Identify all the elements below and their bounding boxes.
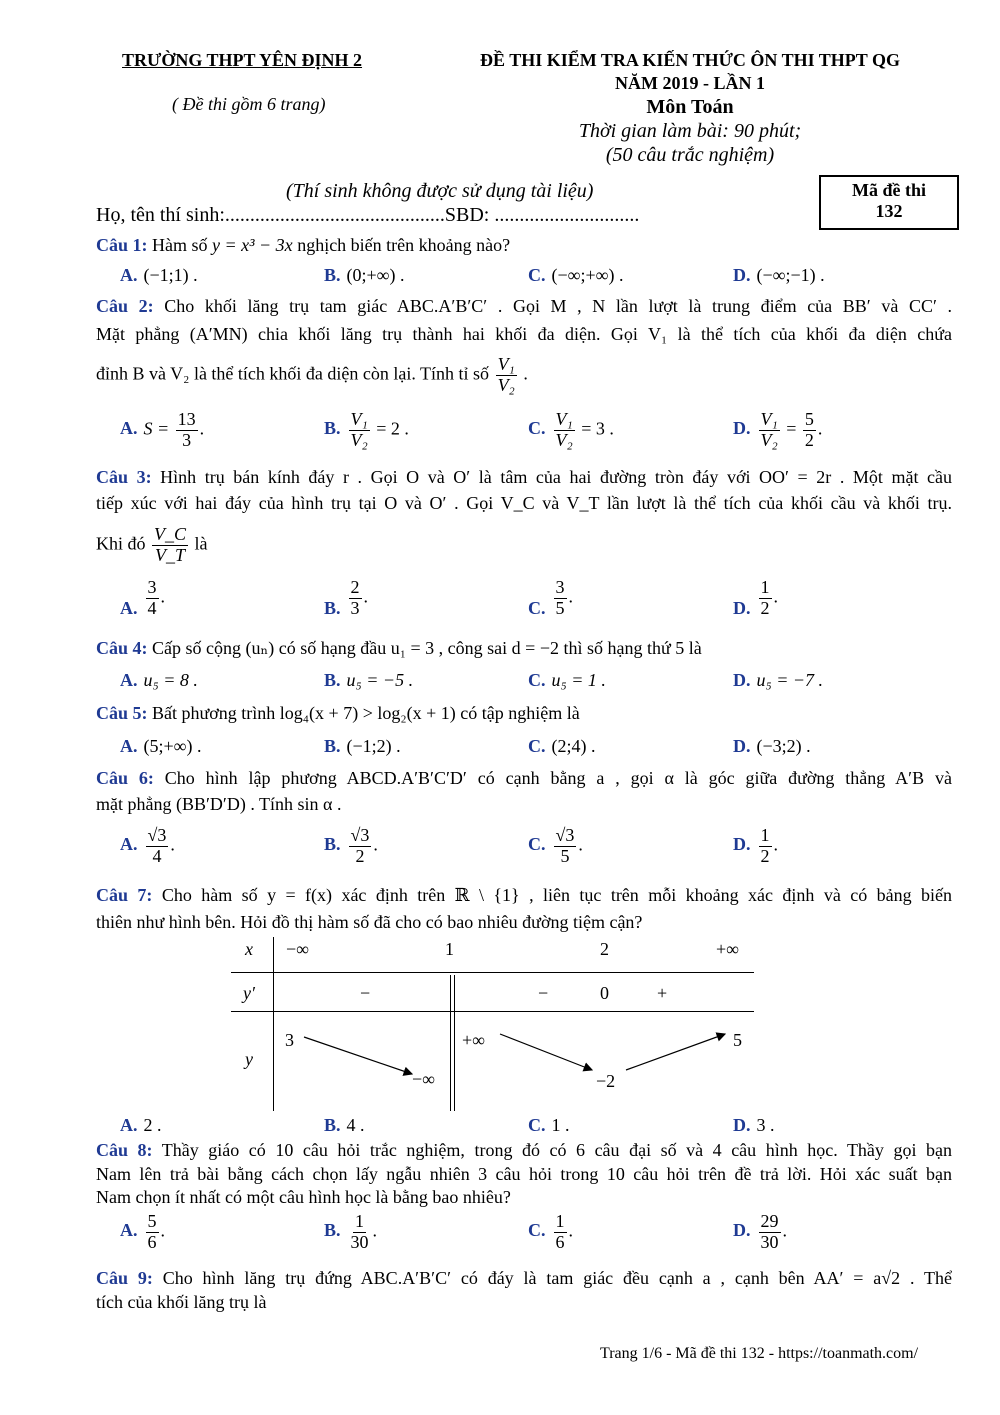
denominator: 2 [804, 429, 814, 450]
question-text: đỉnh B và V₂ là thể tích khối đa diện còn lại. Tính tỉ số [96, 363, 490, 384]
option-label: C. [528, 597, 546, 618]
denominator: V₂ [350, 429, 368, 450]
table-y-label: y [245, 1049, 253, 1069]
option-text: = 2 . [376, 418, 409, 439]
numerator: V₁ [350, 409, 368, 429]
q6-option-c[interactable]: C. $\frac{√3}{5}$ . [528, 825, 583, 866]
option-label: B. [324, 1220, 341, 1241]
question-9 [96, 1268, 952, 1289]
q7-option-d[interactable] [733, 1115, 775, 1136]
denominator: V_T [155, 544, 186, 565]
option-label: B. [324, 597, 341, 618]
option-label: A. [120, 265, 138, 285]
no-docs-note: (Thí sinh không được sử dụng tài liệu) [286, 180, 594, 202]
numerator: V₁ [497, 354, 515, 374]
option-text: 4 . [346, 1115, 365, 1135]
exam-subject: Môn Toán [646, 96, 734, 118]
numerator: √3 [350, 825, 370, 845]
option-label: A. [120, 1220, 138, 1241]
question-6-line-2: mặt phẳng (BB′D′D) . Tính sin α . [96, 794, 342, 814]
q7-option-a[interactable] [120, 1115, 162, 1136]
option-label: D. [733, 597, 751, 618]
option-text: 3 . [756, 1115, 775, 1135]
student-info-line: Họ, tên thí sinh:............................................SBD: ............................. [96, 204, 640, 226]
exam-year: NĂM 2019 - LẦN 1 [615, 73, 765, 93]
q7-option-c[interactable] [528, 1115, 570, 1136]
table-x-value: +∞ [716, 939, 739, 959]
table-x-label: x [245, 939, 253, 959]
q8-option-b[interactable]: B. $\frac{1}{30}$ . [324, 1211, 378, 1252]
numerator: 1 [760, 577, 770, 597]
denominator: 2 [760, 845, 770, 866]
option-text: 2 . [143, 1115, 162, 1135]
q6-option-a[interactable]: A. $\frac{√3}{4}$ . [120, 825, 175, 866]
question-2-line-2: Mặt phẳng (A′MN) chia khối lăng trụ thành hai khối đa diện. Gọi V₁ là thể tích của khối đa diện chứa [96, 324, 952, 344]
question-text: Cho hàm số y = f(x) xác định trên ℝ \ {1} , liên tục trên mỗi khoảng xác định và có bảng biến [161, 885, 953, 905]
option-text: (2;4) . [551, 736, 596, 756]
option-label: D. [733, 736, 751, 756]
q7-option-b[interactable] [324, 1115, 365, 1136]
question-label: Câu 2: [96, 296, 154, 316]
option-label: A. [120, 736, 138, 756]
question-8-line-3: Nam chọn ít nhất có một câu hình học là bằng bao nhiêu? [96, 1187, 511, 1207]
option-label: A. [120, 834, 138, 855]
numerator: 13 [177, 409, 196, 429]
denominator: V₂ [760, 429, 778, 450]
question-label: Câu 3: [96, 467, 152, 487]
numerator: V₁ [555, 409, 573, 429]
option-text: u₅ = −7 . [756, 670, 824, 690]
table-sign: − [360, 983, 371, 1003]
question-8-line-2: Nam lên trả bài bằng cách chọn lấy ngẫu nhiên 3 câu hỏi trong 10 câu hỏi trên đề trả lời. Hỏi xác suất bạn [96, 1164, 952, 1184]
option-label: D. [733, 265, 751, 285]
option-label: A. [120, 670, 138, 690]
numerator: V_C [154, 524, 187, 544]
question-7-line-2: thiên như hình bên. Hỏi đồ thị hàm số đã cho có bao nhiêu đường tiệm cận? [96, 912, 643, 932]
option-label: C. [528, 1220, 546, 1241]
denominator: 4 [152, 845, 162, 866]
denominator: 6 [147, 1231, 157, 1252]
numerator: 29 [760, 1211, 779, 1231]
question-count: (50 câu trắc nghiệm) [605, 144, 775, 166]
denominator: 3 [182, 429, 192, 450]
question-label: Câu 8: [96, 1140, 153, 1160]
numerator: 5 [804, 409, 814, 429]
fraction [349, 1212, 371, 1253]
denominator: 5 [560, 845, 570, 866]
option-label: B. [324, 1115, 341, 1135]
denominator: V₂ [555, 429, 573, 450]
fraction [146, 1212, 159, 1253]
denominator: 5 [555, 597, 565, 618]
option-label: B. [324, 736, 341, 756]
option-text: (−1;1) . [143, 265, 198, 285]
math-expr: y = x³ − 3x [212, 235, 293, 255]
table-x-value: 1 [445, 939, 454, 959]
exam-time: Thời gian làm bài: 90 phút; [578, 120, 802, 142]
denominator: 3 [350, 597, 360, 618]
numerator: 5 [147, 1211, 157, 1231]
denominator: 4 [147, 597, 157, 618]
question-8 [96, 1140, 952, 1161]
option-text: = [786, 418, 797, 439]
numerator: √3 [147, 825, 167, 845]
option-label: D. [733, 670, 751, 690]
question-text: Cho hình lập phương ABCD.A′B′C′D′ có cạnh bằng a , gọi α là góc giữa đường thẳng A′B và [164, 768, 952, 788]
q3-option-a[interactable]: A. $\frac{3}{4}$ . [120, 577, 165, 618]
option-label: C. [528, 736, 546, 756]
option-label: B. [324, 265, 341, 285]
question-label: Câu 6: [96, 768, 154, 788]
decrease-arrow [304, 1037, 412, 1074]
q2-option-a[interactable]: A. S = $\frac{13}{3}$ . [120, 409, 205, 450]
table-sign: + [657, 983, 668, 1003]
exam-code-label: Mã đề thi [852, 180, 926, 200]
table-x-value: −∞ [286, 939, 309, 959]
option-text: u₅ = 1 . [551, 670, 606, 690]
numerator: √3 [555, 825, 575, 845]
question-3-line-2: tiếp xúc với hai đáy của hình trụ tại O và O′ . Gọi V_C và V_T lần lượt là thể tích của khối cầu và khối trụ. [96, 493, 952, 513]
increase-arrow [626, 1034, 725, 1070]
option-label: A. [120, 418, 138, 439]
question-text: Cấp số cộng (uₙ) có số hạng đầu u₁ = 3 , công sai d = −2 thì số hạng thứ 5 là [152, 638, 702, 658]
table-yprime-label: y′ [243, 983, 255, 1003]
option-label: D. [733, 1220, 751, 1241]
page-footer: Trang 1/6 - Mã đề thi 132 - https://toanmath.com/ [600, 1345, 919, 1362]
denominator: 30 [350, 1231, 369, 1252]
option-label: C. [528, 834, 546, 855]
option-text: (−∞;+∞) . [551, 265, 624, 285]
table-y-value: 3 [285, 1030, 294, 1050]
option-text: (5;+∞) . [143, 736, 202, 756]
option-label: B. [324, 670, 341, 690]
denominator: 30 [760, 1231, 779, 1252]
q3-option-c[interactable]: C. $\frac{3}{5}$ . [528, 577, 573, 618]
option-label: C. [528, 670, 546, 690]
option-text: = 3 . [581, 418, 614, 439]
question-text: Hình trụ bán kính đáy r . Gọi O và O′ là tâm của hai đường tròn đáy với OO′ = 2r . Một mặt cầu [160, 467, 952, 487]
question-text: nghịch biến trên khoảng nào? [297, 235, 511, 255]
q8-option-c[interactable]: C. $\frac{1}{6}$ . [528, 1211, 573, 1252]
question-text: Thầy giáo có 10 câu hỏi trắc nghiệm, trong đó có 6 câu đại số và 4 câu hình học. Thầy gọi bạn [161, 1140, 952, 1160]
denominator: 2 [760, 597, 770, 618]
question-label: Câu 4: [96, 638, 148, 658]
denominator: 2 [355, 845, 365, 866]
option-label: C. [528, 418, 546, 439]
pages-note: ( Đề thi gồm 6 trang) [172, 94, 326, 114]
option-text: (−∞;−1) . [756, 265, 825, 285]
question-text: Bất phương trình log₄(x + 7) > log₂(x + 1) có tập nghiệm là [152, 703, 580, 723]
q6-option-b[interactable]: B. $\frac{√3}{2}$ . [324, 825, 378, 866]
option-label: C. [528, 265, 546, 285]
q6-option-d[interactable]: D. $\frac{1}{2}$ . [733, 825, 778, 866]
option-label: C. [528, 1115, 546, 1135]
q3-option-b[interactable]: B. $\frac{2}{3}$ . [324, 577, 369, 618]
numerator: 2 [350, 577, 360, 597]
option-text: (0;+∞) . [346, 265, 405, 285]
table-y-value: 5 [733, 1030, 742, 1050]
q2-option-d[interactable]: D. $\frac{\text{V₁}}{\text{V₂}}$ = $\frac{5}{2}$ . [733, 409, 823, 450]
denominator: 6 [555, 1231, 565, 1252]
exam-code: 132 [875, 201, 903, 221]
table-y-value: −2 [596, 1071, 616, 1091]
q3-option-d[interactable]: D. $\frac{1}{2}$ . [733, 577, 778, 618]
q8-option-d[interactable]: D. $\frac{29}{30}$ . [733, 1211, 787, 1252]
question-text: Cho khối lăng trụ tam giác ABC.A′B′C′ . Gọi M , N lần lượt là trung điểm của BB′ và CC′ . [164, 296, 953, 316]
option-label: D. [733, 834, 751, 855]
option-label: B. [324, 834, 341, 855]
question-text: Khi đó [96, 533, 146, 554]
numerator: 1 [555, 1211, 565, 1231]
option-label: A. [120, 597, 138, 618]
option-text: S = [143, 418, 170, 439]
table-sign: − [538, 983, 549, 1003]
denominator: V₂ [497, 374, 515, 395]
question-label: Câu 7: [96, 885, 153, 905]
table-y-value: −∞ [412, 1069, 435, 1089]
option-label: D. [733, 418, 751, 439]
option-text: (−1;2) . [346, 736, 401, 756]
fraction [554, 1212, 567, 1253]
question-text: Cho hình lăng trụ đứng ABC.A′B′C′ có đáy là tam giác đều cạnh a , cạnh bên AA′ = a√2 . Thể [162, 1268, 952, 1288]
numerator: 1 [760, 825, 770, 845]
decrease-arrow [500, 1034, 592, 1070]
question-text: Hàm số [152, 235, 208, 255]
exam-title: ĐỀ THI KIỂM TRA KIẾN THỨC ÔN THI THPT QG [480, 50, 900, 70]
option-text: u₅ = −5 . [346, 670, 414, 690]
numerator: 3 [147, 577, 157, 597]
school-name: TRƯỜNG THPT YÊN ĐỊNH 2 [122, 50, 363, 70]
question-9-line-2: tích của khối lăng trụ là [96, 1292, 267, 1312]
option-label: D. [733, 1115, 751, 1135]
table-sign: 0 [600, 983, 609, 1003]
numerator: 3 [555, 577, 565, 597]
fraction [759, 1212, 781, 1253]
question-label: Câu 5: [96, 703, 148, 723]
question-text: là [194, 533, 208, 554]
table-y-value: +∞ [462, 1030, 485, 1050]
q8-option-a[interactable]: A. $\frac{5}{6}$ . [120, 1211, 165, 1252]
option-label: A. [120, 1115, 138, 1135]
option-label: B. [324, 418, 341, 439]
question-label: Câu 9: [96, 1268, 153, 1288]
question-label: Câu 1: [96, 235, 148, 255]
table-x-value: 2 [600, 939, 609, 959]
option-text: u₅ = 8 . [143, 670, 198, 690]
question-2-line-3: đỉnh B và V₂ là thể tích khối đa diện còn lại. Tính tỉ số $\frac{\text{V₁}}{\text{V₂}}$ . [96, 354, 528, 395]
option-text: (−3;2) . [756, 736, 811, 756]
numerator: 1 [355, 1211, 365, 1231]
option-text: 1 . [551, 1115, 570, 1135]
numerator: V₁ [760, 409, 778, 429]
